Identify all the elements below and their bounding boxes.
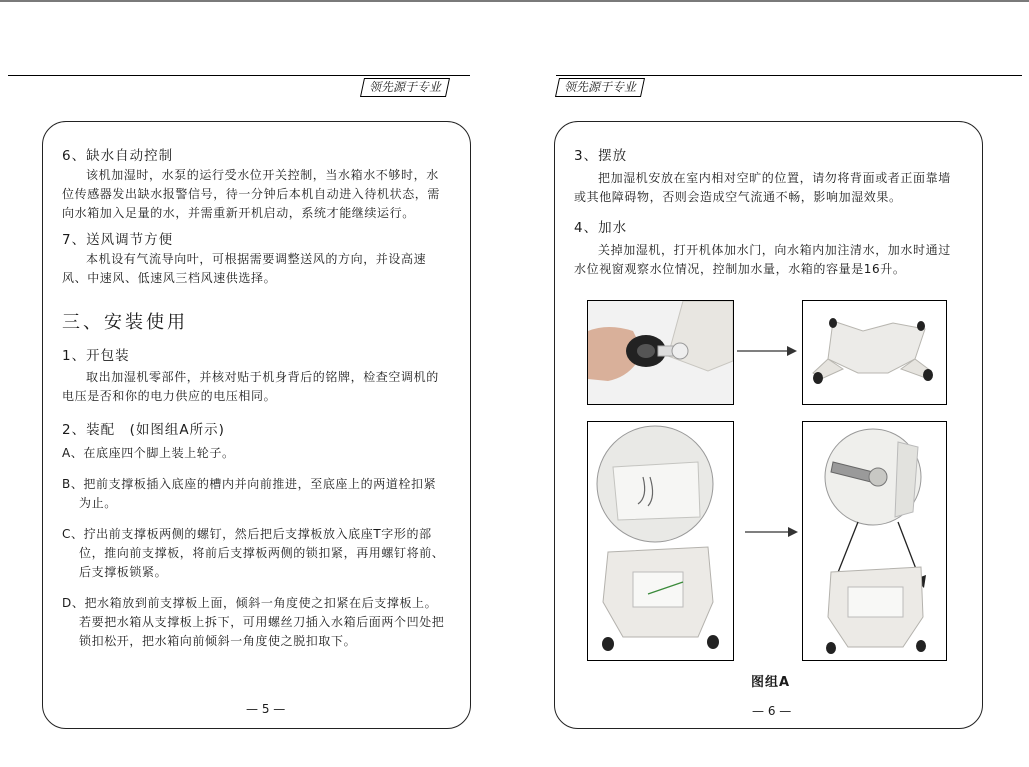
assembly-step-d: D、把水箱放到前支撑板上面，倾斜一角度使之扣紧在后支撑板上。若要把水箱从支撑板上拆下，可用螺丝刀插入水箱后面两个凹处把锁扣松开，把水箱向前倾斜一角度使之脱扣取下。 — [62, 596, 445, 648]
assembly-step-c: C、拧出前支撑板两侧的螺钉，然后把后支撑板放入底座T字形的部位，推向前支撑板，将前后支撑板两侧的锁扣紧，再用螺钉将前、后支撑板锁紧。 — [62, 527, 445, 579]
header-tag-right: 领先源于专业 — [555, 78, 645, 97]
page-number-right: — 6 — — [752, 704, 792, 718]
section-3-body: 把加湿机安放在室内相对空旷的位置，请勿将背面或者正面靠墙或其他障碍物，否则会造成空气流通不畅，影响加湿效果。 — [574, 171, 951, 204]
section-1-body: 取出加湿机零部件，并核对贴于机身背后的铭牌，检查空调机的电压是否和你的电力供应的电压相同。 — [62, 370, 439, 403]
section-3-title: 3、摆放 — [574, 148, 628, 164]
arrow-right-1 — [737, 344, 799, 358]
section-7-body: 本机设有气流导向叶，可根据需要调整送风的方向，并设高速风、中速风、低速风三档风速供选择。 — [62, 252, 427, 285]
assembly-step-a: A、在底座四个脚上装上轮子。 — [62, 446, 235, 460]
left-page-content — [62, 147, 446, 651]
header-rule-right — [556, 75, 1022, 76]
section-7-title: 7、送风调节方便 — [62, 232, 174, 248]
photo-front-support — [587, 421, 734, 661]
photo-base-with-wheels — [802, 300, 947, 405]
page-number-left: — 5 — — [246, 702, 286, 716]
section-6-title: 6、缺水自动控制 — [62, 148, 174, 164]
section-6-body: 该机加湿时，水泵的运行受水位开关控制，当水箱水不够时，水位传感器发出缺水报警信号，待一分钟后本机自动进入待机状态，需向水箱加入足量的水，并需重新开机启动，系统才能继续运行。 — [62, 168, 441, 220]
top-border — [0, 0, 1029, 2]
photo-tank-release — [802, 421, 947, 661]
header-rule-left — [8, 75, 470, 76]
section-2-title: 2、装配 (如图组A所示) — [62, 422, 225, 438]
assembly-step-b: B、把前支撑板插入底座的槽内并向前推进，至底座上的两道栓扣紧为止。 — [62, 477, 437, 510]
right-page-content — [574, 147, 960, 279]
header-tag-left: 领先源于专业 — [360, 78, 450, 97]
chapter-title: 三、安装使用 — [62, 312, 188, 333]
arrow-right-2 — [745, 525, 800, 539]
section-4-body: 关掉加湿机，打开机体加水门，向水箱内加注清水，加水时通过水位视窗观察水位情况，控制加水量，水箱的容量是16升。 — [574, 243, 951, 276]
photo-attach-wheel — [587, 300, 734, 405]
section-4-title: 4、加水 — [574, 220, 628, 236]
section-1-title: 1、开包装 — [62, 348, 130, 364]
figure-caption: 图组A — [751, 675, 791, 690]
